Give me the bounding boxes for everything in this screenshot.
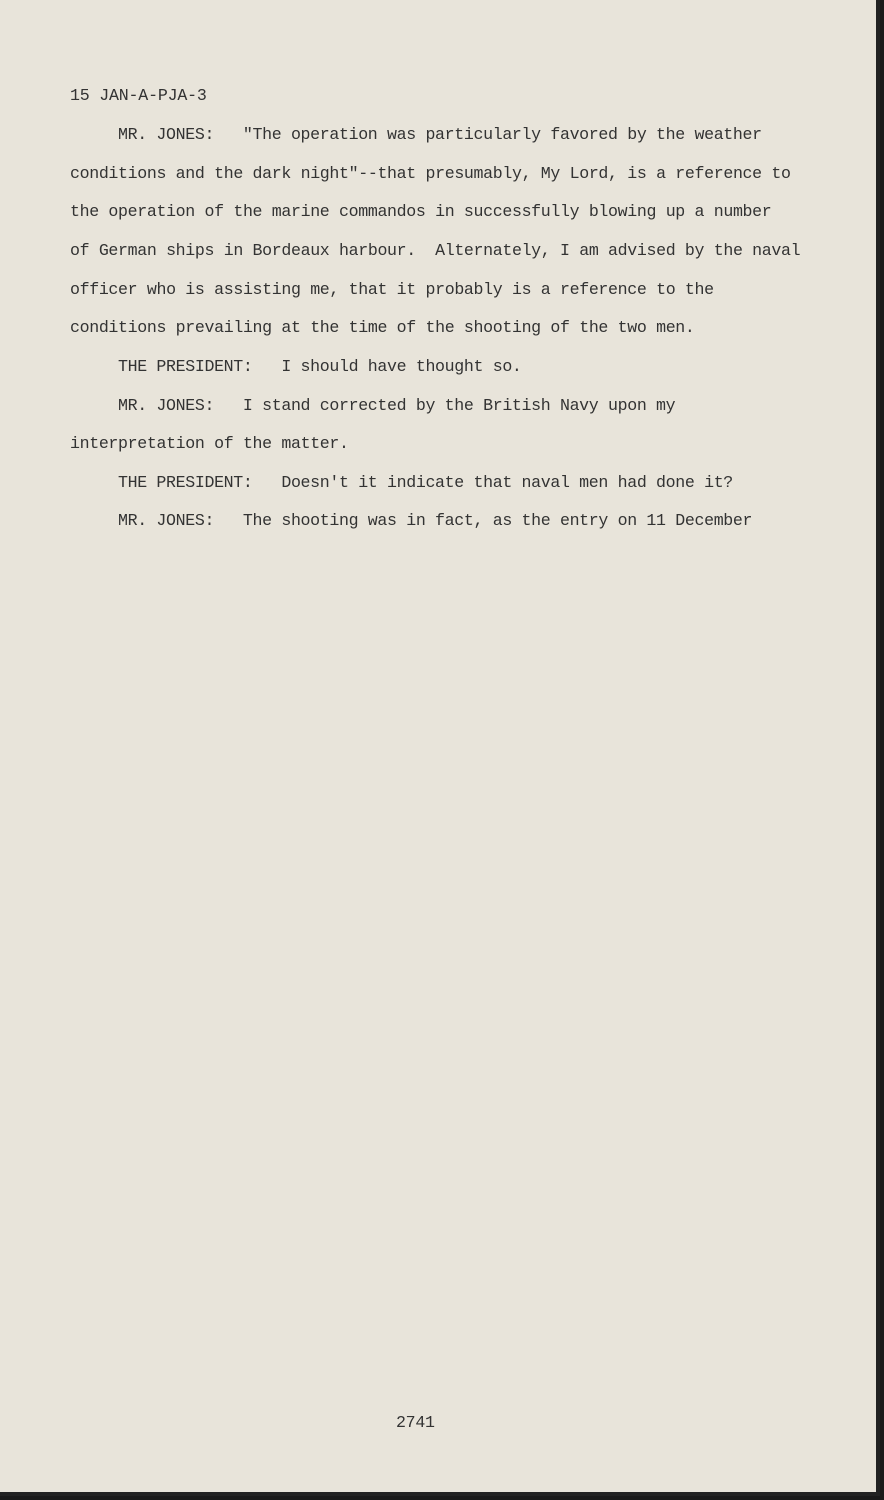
text-line: interpretation of the matter.	[70, 434, 349, 453]
text-line: of German ships in Bordeaux harbour. Alternately, I am advised by the naval	[70, 241, 801, 260]
text-line: the operation of the marine commandos in successfully blowing up a number	[70, 202, 772, 221]
text-line: MR. JONES: "The operation was particularly favored by the weather	[118, 125, 762, 144]
text-line: MR. JONES: The shooting was in fact, as the entry on 11 December	[118, 511, 753, 530]
text-line: conditions and the dark night"--that presumably, My Lord, is a reference to	[70, 164, 791, 183]
text-line: conditions prevailing at the time of the shooting of the two men.	[70, 318, 695, 337]
text-line: officer who is assisting me, that it probably is a reference to the	[70, 280, 714, 299]
text-line: THE PRESIDENT: Doesn't it indicate that naval men had done it?	[118, 473, 733, 492]
document-header: 15 JAN-A-PJA-3	[70, 86, 207, 105]
text-line: THE PRESIDENT: I should have thought so.	[118, 357, 522, 376]
page-number: 2741	[396, 1413, 435, 1432]
text-line: MR. JONES: I stand corrected by the British Navy upon my	[118, 396, 676, 415]
